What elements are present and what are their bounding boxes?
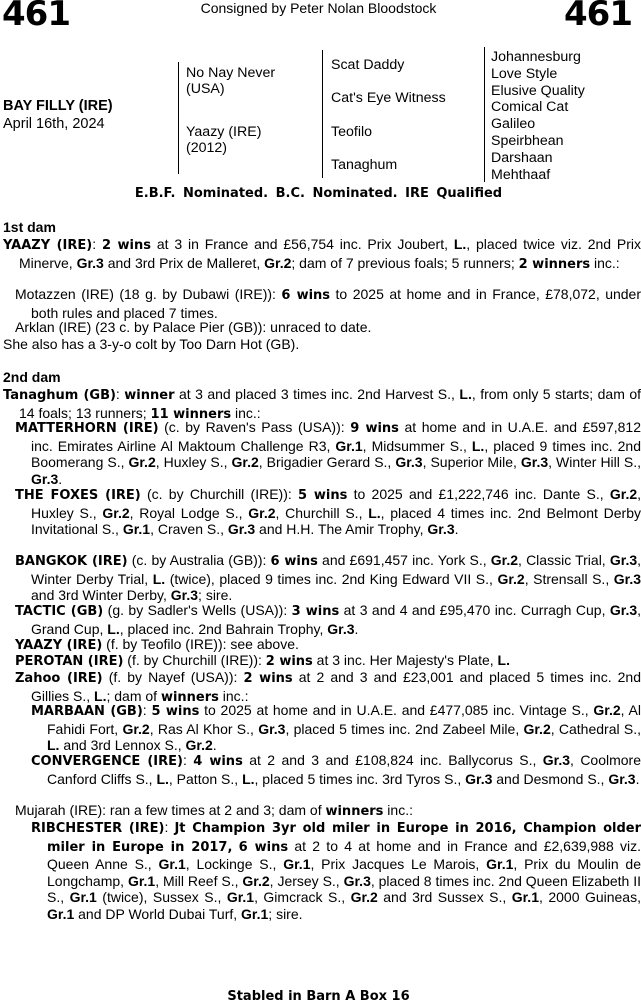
gen3-item: Comical Cat [491, 99, 569, 116]
pedigree-gen3 [491, 49, 585, 183]
horse-dob: April 16th, 2024 [3, 116, 105, 132]
gen3-item: Darshaan [491, 149, 553, 166]
progeny-ribchester: RIBCHESTER (IRE): Jt Champion 3yr old miler in Europe in 2016, Champion older miler in Europe in 2017, 6 wins at 2 to 4 at home and in France and £2,639,988 viz. Queen Anne S., Gr.1, Lockinge S., Gr.1, Prix Jacques Le Marois, Gr.1, Prix du Moulin de Longchamp, Gr.1, Mill Reef S., Gr.2, Jersey S., Gr.3, placed 8 times inc. 2nd Queen Elizabeth II S., Gr.1 (twice), Sussex S., Gr.1, Gimcrack S., Gr.2 and 3rd Sussex S., Gr.1, 2000 Guineas, Gr.1 and DP World Dubai Turf, Gr.1; sire. [31, 819, 641, 922]
progeny-yaazy: YAAZY (IRE) (f. by Teofilo (IRE)): see above. [15, 636, 299, 653]
pedigree-sire-dam: Cat's Eye Witness [331, 90, 446, 106]
progeny-convergence: CONVERGENCE (IRE): 4 wins at 2 and 3 and £108,824 inc. Ballycorus S., Gr.3, Coolmore Canford Cliffs S., L., Patton S., L., placed 5 times inc. 3rd Tyros S., Gr.3 and Desmond S., Gr.3. [31, 752, 641, 787]
progeny-the-foxes: THE FOXES (IRE) (c. by Churchill (IRE)): 5 wins to 2025 and £1,222,746 inc. Dante S., Gr.2, Huxley S., Gr.2, Royal Lodge S., Gr.2, Churchill S., L., placed 4 times inc. 2nd Belmont Derby Invitational S., Gr.1, Craven S., Gr.3 and H.H. The Amir Trophy, Gr.3. [15, 486, 641, 538]
first-dam-paragraph: YAAZY (IRE): 2 wins at 3 in France and £56,754 inc. Prix Joubert, L., placed twice viz. 2nd Prix Minerve, Gr.3 and 3rd Prix de Malleret, Gr.2; dam of 7 previous foals; 5 runners; 2 winners inc.: [3, 236, 641, 272]
first-dam-progeny: Arklan (IRE) (23 c. by Palace Pier (GB)): unraced to date. [15, 319, 372, 335]
gen3-item: Speirbhean [491, 132, 564, 149]
gen3-item: Galileo [491, 116, 536, 133]
progeny-perotan: PEROTAN (IRE) (f. by Churchill (IRE)): 2 wins at 3 inc. Her Majesty's Plate, L. [15, 652, 510, 669]
lot-number-left: 461 [2, 0, 70, 34]
pedigree-bracket-1 [178, 62, 179, 174]
pedigree-dam: Yaazy (IRE) (2012) [186, 124, 262, 156]
gen3-item: Love Style [491, 65, 558, 82]
consignor: Consigned by Peter Nolan Bloodstock [200, 0, 437, 16]
progeny-bangkok: BANGKOK (IRE) (c. by Australia (GB)): 6 wins and £691,457 inc. York S., Gr.2, Classic Trial, Gr.3, Winter Derby Trial, L. (twice), placed 9 times inc. 2nd King Edward VII S., Gr.2, Strensall S., Gr.3 and 3rd Winter Derby, Gr.3; sire. [15, 552, 641, 604]
pedigree-dam-sire: Teofilo [331, 124, 373, 140]
first-dam-note: She also has a 3-y-o colt by Too Darn Hot (GB). [3, 336, 300, 352]
second-dam-heading: 2nd dam [3, 369, 61, 385]
pedigree-dam-dam: Tanaghum [331, 157, 398, 173]
horse-sex: BAY FILLY (IRE) [3, 98, 113, 114]
gen3-item: Mehthaaf [491, 166, 551, 183]
progeny-zahoo: Zahoo (IRE) (f. by Nayef (USA)): 2 wins at 2 and 3 and £23,001 and placed 5 times inc. 2nd Gillies S., L.; dam of winners inc.: [15, 669, 641, 705]
first-dam-heading: 1st dam [3, 219, 56, 235]
pedigree-bracket-3 [484, 47, 485, 182]
pedigree-bracket-2 [322, 50, 323, 178]
stabled-location: Stabled in Barn A Box 16 [227, 989, 410, 1004]
gen3-item: Johannesburg [491, 49, 581, 65]
progeny-marbaan: MARBAAN (GB): 5 wins to 2025 at home and in U.A.E. and £477,085 inc. Vintage S., Gr.2, Al Fahidi Fort, Gr.2, Ras Al Khor S., Gr.3, placed 5 times inc. 2nd Zabeel Mile, Gr.2, Cathedral S., L. and 3rd Lennox S., Gr.2. [31, 702, 641, 754]
pedigree-sire-sire: Scat Daddy [331, 57, 405, 73]
second-dam-paragraph: Tanaghum (GB): winner at 3 and placed 3 times inc. 2nd Harvest S., L., from only 5 starts; dam of 14 foals; 13 runners; 11 winners inc.: [3, 386, 641, 422]
progeny-matterhorn: MATTERHORN (IRE) (c. by Raven's Pass (USA)): 9 wins at home and in U.A.E. and £597,812 inc. Emirates Airline Al Maktoum Challenge R3, Gr.1, Midsummer S., L., placed 9 times inc. 2nd Boomerang S., Gr.2, Huxley S., Gr.2, Brigadier Gerard S., Gr.3, Superior Mile, Gr.3, Winter Hill S., Gr.3. [15, 419, 641, 487]
gen3-item: Elusive Quality [491, 82, 585, 99]
pedigree-sire: No Nay Never (USA) [186, 65, 276, 97]
progeny-mujarah: Mujarah (IRE): ran a few times at 2 and 3; dam of winners inc.: [15, 802, 413, 819]
nominations: E.B.F. Nominated. B.C. Nominated. IRE Qualified [134, 186, 503, 201]
lot-number-right: 461 [564, 0, 632, 34]
progeny-tactic: TACTIC (GB) (g. by Sadler's Wells (USA)): 3 wins at 3 and 4 and £95,470 inc. Curragh Cup, Gr.3, Grand Cup, L., placed inc. 2nd Bahrain Trophy, Gr.3. [15, 602, 641, 637]
first-dam-progeny: Motazzen (IRE) (18 g. by Dubawi (IRE)): 6 wins to 2025 at home and in France, £78,072, under both rules and placed 7 times. [15, 286, 641, 321]
